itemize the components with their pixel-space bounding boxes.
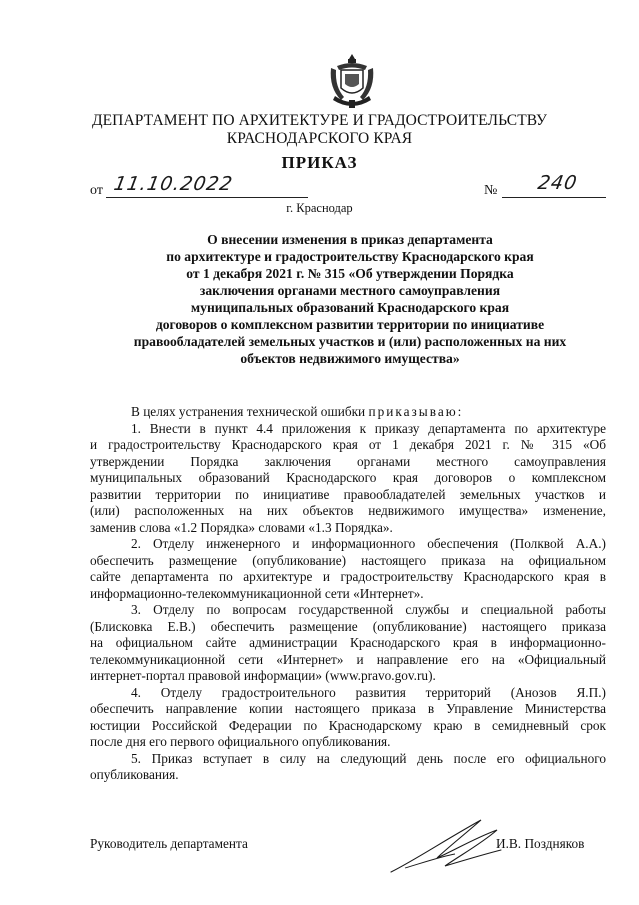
paragraph-1-line: (или) расположенных на них объектов недвижимого имущества» изменение,: [90, 503, 606, 518]
paragraph-4-line: обеспечить направление копии настоящего приказа в Управление Министерства: [90, 701, 606, 716]
date-number-row: [90, 172, 606, 202]
paragraph-4-line: после дня его первого официального опубликования.: [90, 734, 391, 749]
intro-orders: приказываю:: [368, 404, 464, 419]
krasnodar-krai-coat-of-arms-icon: [327, 52, 377, 110]
paragraph-3-line: телекоммуникационной сети «Интернет» и направление его на «Официальный: [90, 651, 606, 667]
subject-line: объектов недвижимого имущества»: [240, 351, 460, 366]
intro-line: [90, 404, 606, 421]
paragraph-3-line: (Блисковка Е.В.) обеспечить размещение (опубликование) настоящего приказа: [90, 618, 606, 634]
paragraph-2-line: информационно-телекоммуникационной сети «Интернет».: [90, 585, 424, 601]
paragraph-2-line: 2. Отделу инженерного и информационного обеспечения (Полквой А.А.): [131, 536, 606, 551]
paragraph-2-line: сайте департамента по архитектуре и градостроительству Краснодарского края в: [90, 569, 606, 584]
paragraph-1-line: утверждении Порядка заключения органами местного самоуправления: [90, 453, 606, 469]
paragraph-5-line: 5. Приказ вступает в силу на следующий день после его официального: [131, 750, 606, 766]
subject-line: заключения органами местного самоуправления: [199, 283, 501, 298]
paragraph-1-line: 1. Внести в пункт 4.4 приложения к приказу департамента по архитектуре: [131, 420, 606, 436]
number-underline: [502, 197, 606, 198]
department-name-line1: ДЕПАРТАМЕНТ ПО АРХИТЕКТУРЕ И ГРАДОСТРОИТЕЛЬСТВУ: [91, 112, 548, 129]
signatory-name: И.В. Поздняков: [496, 836, 585, 851]
paragraph-1-line: муниципальных образований Краснодарского края договоров о комплексном: [90, 470, 606, 485]
subject-line: муниципальных образований Краснодарского края: [190, 300, 510, 315]
order-subject: [90, 231, 610, 367]
paragraph-3-line: 3. Отделу по вопросам государственной службы и специальной работы: [131, 602, 606, 617]
paragraph-1-line: и градостроительству Краснодарского края от 1 декабря 2021 г. № 315 «Об: [90, 437, 606, 452]
document-type-title: ПРИКАЗ: [281, 153, 358, 172]
paragraph-4-line: юстиции Российской Федерации по Краснодарскому краю в семидневный срок: [90, 717, 606, 733]
paragraph-3-line: на официальном сайте администрации Краснодарского края в информационно-: [90, 635, 606, 650]
order-body: [90, 404, 606, 784]
paragraph-2-line: обеспечить размещение (опубликование) настоящего приказа на официальном: [90, 552, 606, 568]
subject-line: правообладателей земельных участков и (или) расположенных на них: [133, 334, 567, 349]
order-number: 240: [536, 172, 580, 194]
paragraph-3-line: интернет-портал правовой информации» (www.pravo.gov.ru).: [90, 668, 436, 683]
paragraph-1-line: развитии территории по инициативе правообладателей земельных участков и: [90, 486, 606, 502]
subject-line: О внесении изменения в приказ департамента: [207, 232, 493, 247]
subject-line: по архитектуре и градостроительству Краснодарского края: [166, 249, 534, 264]
order-date: 11.10.2022: [112, 173, 235, 195]
department-name-line2: КРАСНОДАРСКОГО КРАЯ: [226, 130, 413, 147]
subject-line: от 1 декабря 2021 г. № 315 «Об утверждении Порядка: [186, 266, 514, 281]
paragraph-1-line: заменив слова «1.2 Порядка» словами «1.3 Порядка».: [90, 519, 393, 535]
date-prefix: от: [90, 183, 103, 198]
paragraph-5-line: опубликования.: [90, 767, 179, 782]
number-prefix: №: [484, 183, 498, 198]
paragraph-4-line: 4. Отделу градостроительного развития территорий (Анозов Я.П.): [131, 684, 606, 700]
handwritten-signature-icon: [385, 810, 505, 880]
intro-lead: В целях устранения технической ошибки: [131, 404, 366, 419]
signatory-position: Руководитель департамента: [90, 836, 248, 851]
subject-line: договоров о комплексном развитии территории по инициативе: [155, 317, 545, 332]
date-underline: [106, 197, 308, 198]
city: г. Краснодар: [286, 201, 353, 215]
